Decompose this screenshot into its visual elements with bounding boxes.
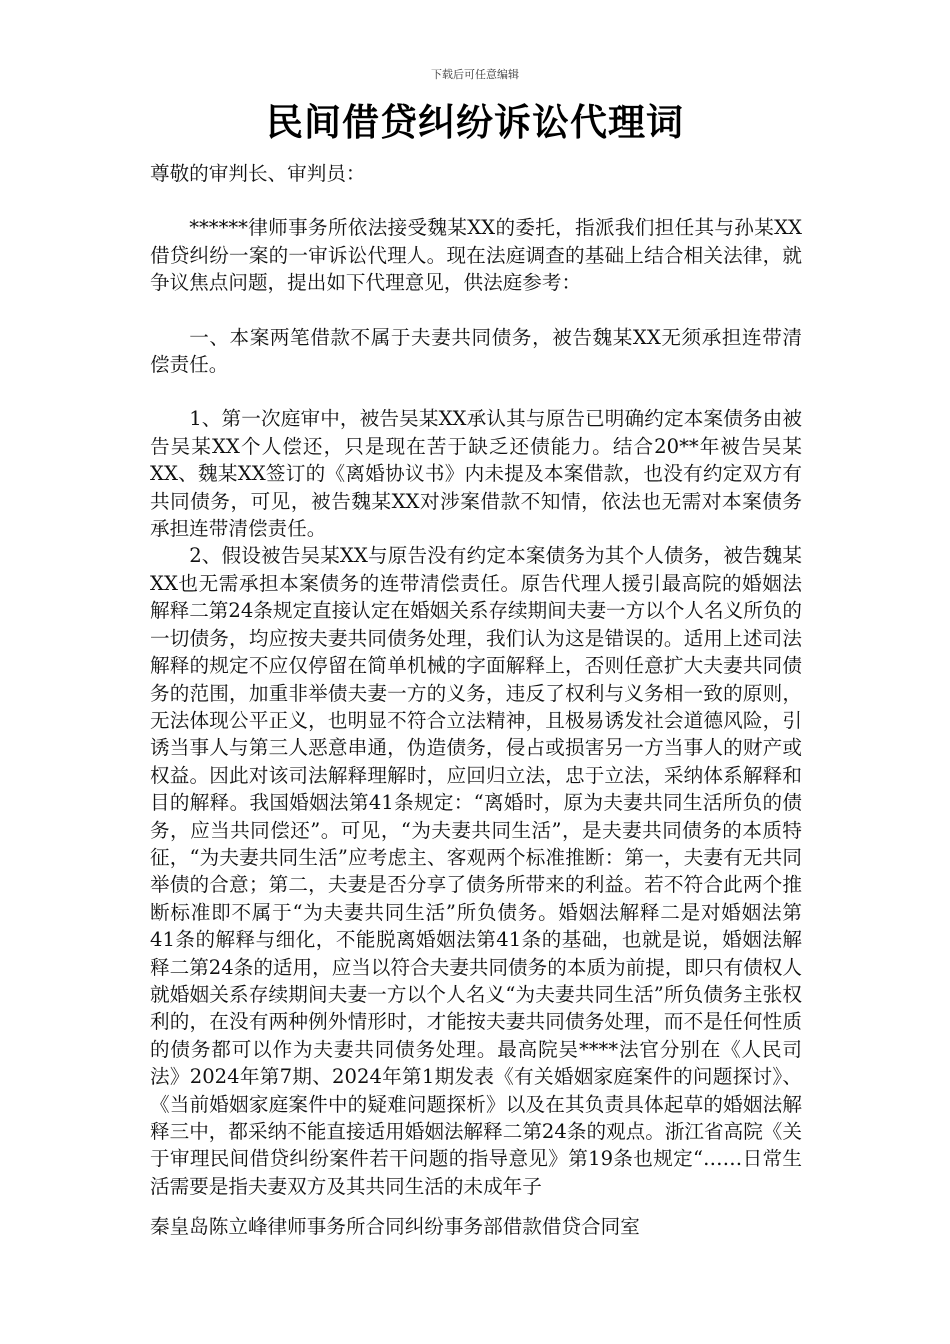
paragraph-intro: ******律师事务所依法接受魏某XX的委托，指派我们担任其与孙某XX借贷纠纷一案的一审诉讼代理人。现在法庭调查的基础上结合相关法律，就争议焦点问题，提出如下代理意见，供法庭参考： — [150, 216, 802, 295]
paragraph-item-2: 2、假设被告吴某XX与原告没有约定本案债务为其个人债务，被告魏某XX也无需承担本案债务的连带清偿责任。原告代理人援引最高院的婚姻法解释二第24条规定直接认定在婚姻关系存续期间夫妻一方以个人名义所负的一切债务，均应按夫妻共同债务处理，我们认为这是错误的。适用上述司法解释的规定不应仅停留在简单机械的字面解释上，否则任意扩大夫妻共同债务的范围，加重非举债夫妻一方的义务，违反了权利与义务相一致的原则，无法体现公平正义，也明显不符合立法精神，且极易诱发社会道德风险，引诱当事人与第三人恶意串通，伪造债务，侵占或损害另一方当事人的财产或权益。因此对该司法解释理解时，应回归立法，忠于立法，采纳体系解释和目的解释。我国婚姻法第41条规定：“离婚时，原为夫妻共同生活所负的债务，应当共同偿还”。可见，“为夫妻共同生活”，是夫妻共同债务的本质特征，“为夫妻共同生活”应考虑主、客观两个标准推断：第一，夫妻有无共同举债的合意；第二，夫妻是否分享了债务所带来的利益。若不符合此两个推断标准即不属于“为夫妻共同生活”所负债务。婚姻法解释二是对婚姻法第41条的解释与细化，不能脱离婚姻法第41条的基础，也就是说，婚姻法解释二第24条的适用，应当以符合夫妻共同债务的本质为前提，即只有债权人就婚姻关系存续期间夫妻一方以个人名义“为夫妻共同生活”所负债务主张权利的，在没有两种例外情形时，才能按夫妻共同债务处理，而不是任何性质的债务都可以作为夫妻共同债务处理。最高院吴****法官分别在《人民司法》2024年第7期、2024年第1期发表《有关婚姻家庭案件的问题探讨》、《当前婚姻家庭案件中的疑难问题探析》以及在其负责具体起草的婚姻法解释三中，都采纳不能直接适用婚姻法解释二第24条的观点。浙江省高院《关于审理民间借贷纠纷案件若干问题的指导意见》第19条也规定“……日常生活需要是指夫妻双方及其共同生活的未成年子 — [150, 544, 802, 1198]
document-body — [150, 160, 802, 1200]
paragraph-item-1: 1、第一次庭审中，被告吴某XX承认其与原告已明确约定本案债务由被告吴某XX个人偿还，只是现在苦于缺乏还债能力。结合20**年被告吴某XX、魏某XX签订的《离婚协议书》内未提及本案借款，也没有约定双方有共同债务，可见，被告魏某XX对涉案借款不知情，依法也无需对本案债务承担连带清偿责任。 — [150, 407, 802, 541]
document-title: 民间借贷纠纷诉讼代理词 — [266, 100, 684, 144]
salutation: 尊敬的审判长、审判员： — [150, 162, 366, 185]
footer-line: 秦皇岛陈立峰律师事务所合同纠纷事务部借款借贷合同室 — [150, 1215, 640, 1238]
paragraph-point-one: 一、本案两笔借款不属于夫妻共同债务，被告魏某XX无须承担连带清偿责任。 — [150, 325, 802, 377]
header-note: 下载后可任意编辑 — [431, 68, 519, 81]
